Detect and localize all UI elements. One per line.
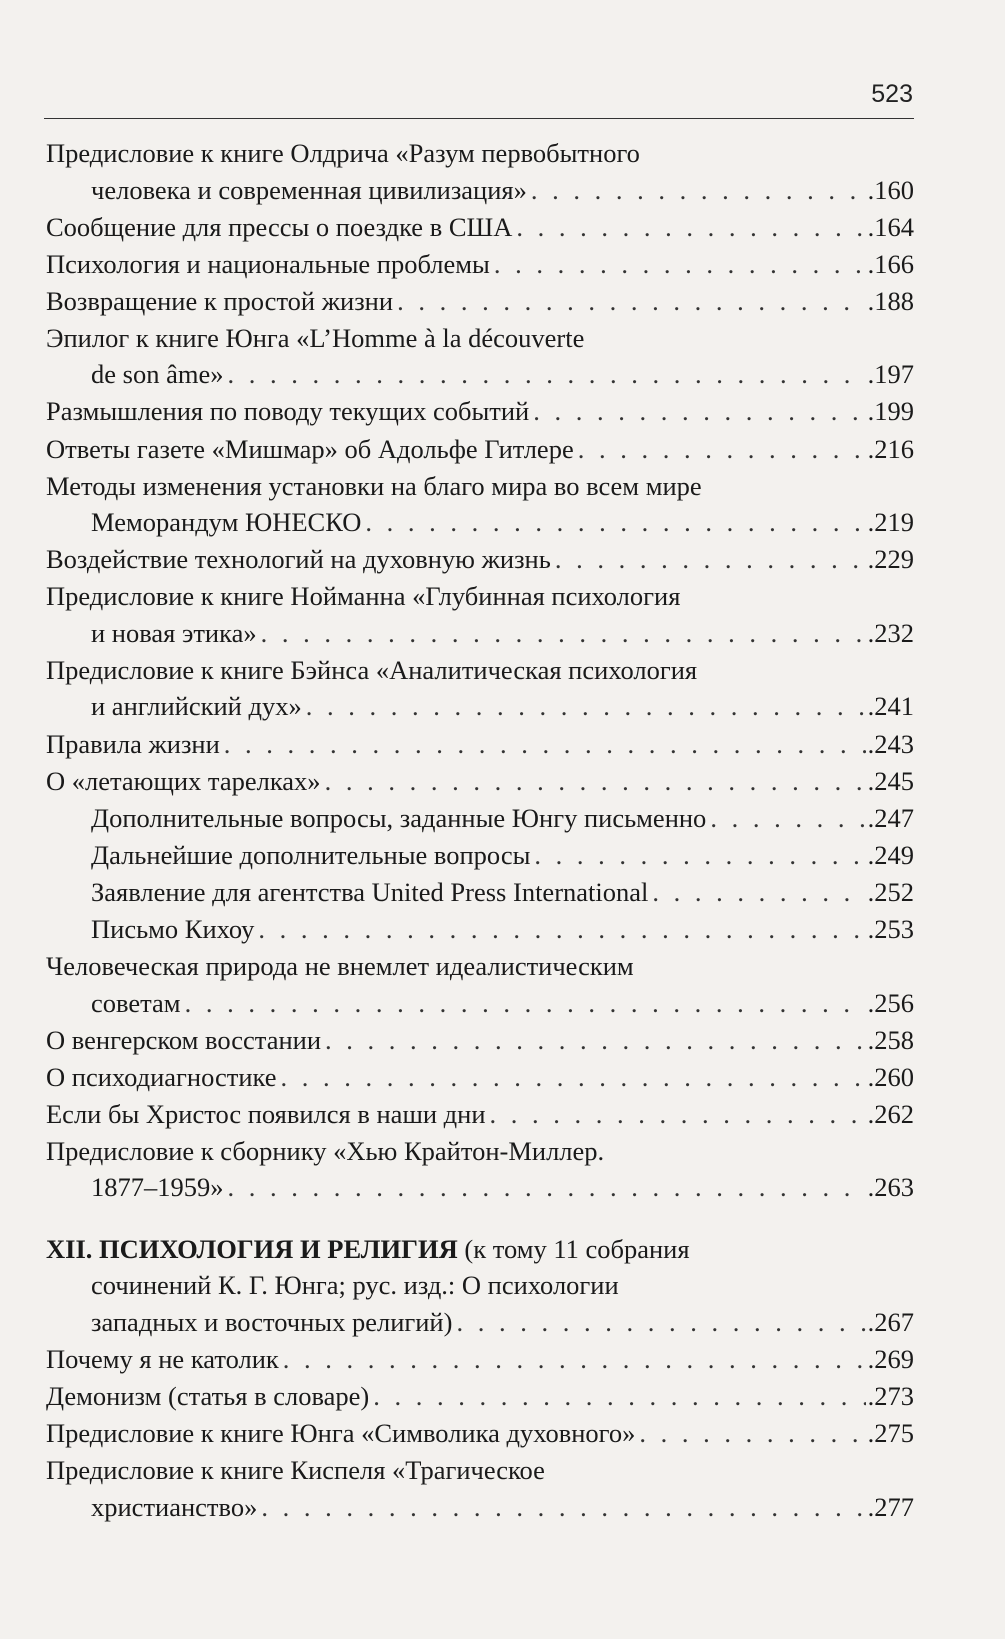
- toc-entry: [46, 1415, 914, 1452]
- toc-entry-title: Возвращение к простой жизни: [46, 285, 394, 316]
- toc-entry-title: Предисловие к книге Бэйнса «Аналитическая психология: [46, 654, 698, 685]
- toc-entry-title: Сообщение для прессы о поездке в США: [46, 211, 513, 242]
- toc-entry: [46, 541, 914, 578]
- toc-entry-title: Письмо Кихоу: [91, 914, 255, 944]
- section-subtitle: (к тому 11 собрания: [457, 1233, 690, 1264]
- toc-entry: [46, 320, 914, 393]
- toc-entry: [46, 1133, 914, 1206]
- toc-entry-title: Предисловие к книге Киспеля «Трагическое: [46, 1455, 545, 1486]
- toc-entry: [46, 652, 914, 725]
- section-title: XII. ПСИХОЛОГИЯ И РЕЛИГИЯ: [46, 1233, 458, 1264]
- toc-entry: [46, 1452, 914, 1525]
- toc-entry-title: Предисловие к книге Нойманна «Глубинная психология: [46, 581, 681, 612]
- toc-entry-title: Меморандум ЮНЕСКО: [91, 507, 362, 538]
- page-number: 523: [871, 80, 913, 108]
- toc-page-number: .269: [867, 1344, 914, 1375]
- toc-subentry: [46, 874, 914, 911]
- header-rule: [44, 118, 914, 119]
- toc-page-number: .188: [867, 285, 914, 316]
- toc-entry-title: христианство»: [91, 1491, 258, 1522]
- toc-entry-title: Если бы Христос появился в наши дни: [46, 1098, 486, 1129]
- toc-entry-title: Эпилог к книге Юнга «L’Homme à la découverte: [46, 322, 585, 353]
- toc-page-number: .241: [867, 691, 914, 722]
- toc-page-number: .275: [867, 1418, 914, 1449]
- toc-entry-title: Человеческая природа не внемлет идеалистическим: [46, 951, 634, 982]
- toc-entry: [46, 1378, 914, 1415]
- toc-page-number: .197: [867, 359, 914, 390]
- toc-entry: [46, 431, 914, 468]
- toc-page-number: .262: [867, 1098, 914, 1129]
- toc-page-number: .256: [867, 987, 914, 1018]
- section-subtitle-line: западных и восточных религий): [91, 1306, 453, 1337]
- toc-entry-title: О психодиагностике: [46, 1061, 277, 1092]
- toc-page-number: .229: [867, 544, 914, 575]
- toc-entry-title: Ответы газете «Мишмар» об Адольфе Гитлере: [46, 433, 574, 464]
- toc-entry-title: Почему я не католик: [46, 1344, 279, 1375]
- toc-entry: [46, 1022, 914, 1059]
- toc-page-number: .243: [867, 728, 914, 759]
- toc-entry-title: О венгерском восстании: [46, 1024, 322, 1055]
- toc-page-number: .245: [867, 765, 914, 796]
- toc-entry-title: и английский дух»: [91, 691, 302, 722]
- toc-page-number: .247: [867, 802, 914, 833]
- toc-section-heading: [46, 1231, 914, 1341]
- toc-page-number: .263: [867, 1172, 914, 1203]
- section-subtitle-line: сочинений К. Г. Юнга; рус. изд.: О психологии: [91, 1270, 619, 1301]
- toc-entry: [46, 393, 914, 430]
- toc-entry-title: Правила жизни: [46, 728, 220, 759]
- toc-entry-title: Дальнейшие дополнительные вопросы: [91, 839, 531, 870]
- toc-page-number: .267: [867, 1306, 914, 1337]
- toc-page-number: .164: [867, 211, 914, 242]
- toc-entry: [46, 1096, 914, 1133]
- toc-entry-title: советам: [91, 987, 181, 1018]
- toc-entry: [46, 1341, 914, 1378]
- toc-entry-title: человека и современная цивилизация»: [91, 174, 527, 205]
- toc-page-number: .260: [867, 1061, 914, 1092]
- toc-entry-title: Дополнительные вопросы, заданные Юнгу письменно: [91, 802, 707, 833]
- toc-page-number: .252: [867, 876, 914, 907]
- toc-entry-title: de son âme»: [91, 359, 224, 390]
- toc-entry-title: Предисловие к книге Олдрича «Разум первобытного: [46, 138, 640, 168]
- toc-page-number: .216: [867, 433, 914, 464]
- toc-entry-title: О «летающих тарелках»: [46, 765, 321, 796]
- toc-entry: [46, 726, 914, 763]
- toc-subentry: [46, 837, 914, 874]
- toc-page-number: .277: [867, 1491, 914, 1522]
- toc-entry: [46, 246, 914, 283]
- toc-entry-title: Методы изменения установки на благо мира во всем мире: [46, 470, 702, 501]
- toc-page-number: .249: [867, 839, 914, 870]
- toc-entry-title: Демонизм (статья в словаре): [46, 1381, 370, 1412]
- toc-entry-title: Воздействие технологий на духовную жизнь: [46, 544, 551, 575]
- toc-entry: [46, 578, 914, 651]
- toc-entry-title: Предисловие к книге Юнга «Символика духовного»: [46, 1418, 636, 1449]
- toc-page-number: .232: [867, 617, 914, 648]
- toc-entry: [46, 283, 914, 320]
- toc-entry: [46, 135, 914, 208]
- toc-entry-title: Заявление для агентства United Press International: [91, 876, 649, 907]
- toc-entry: [46, 948, 914, 1021]
- toc-page-number: .273: [867, 1381, 914, 1412]
- toc-entry-title: Размышления по поводу текущих событий: [46, 396, 530, 427]
- toc-entry-title: Психология и национальные проблемы: [46, 248, 490, 279]
- toc-page-number: .160: [867, 174, 914, 205]
- toc-entry: [46, 763, 914, 800]
- toc-entry-title: и новая этика»: [91, 617, 257, 648]
- toc-subentry: [46, 911, 914, 948]
- toc-entry-title: Предисловие к сборнику «Хью Крайтон-Миллер.: [46, 1135, 605, 1166]
- toc-entry: [46, 1059, 914, 1096]
- toc-entry: [46, 209, 914, 246]
- toc-page-number: .253: [867, 914, 914, 944]
- toc-page-number: .219: [867, 507, 914, 538]
- table-of-contents: [46, 135, 914, 1526]
- toc-subentry: [46, 800, 914, 837]
- toc-page-number: .258: [867, 1024, 914, 1055]
- toc-page-number: .166: [867, 248, 914, 279]
- toc-entry-title: 1877–1959»: [91, 1172, 224, 1203]
- toc-entry: [46, 468, 914, 541]
- toc-page-number: .199: [867, 396, 914, 427]
